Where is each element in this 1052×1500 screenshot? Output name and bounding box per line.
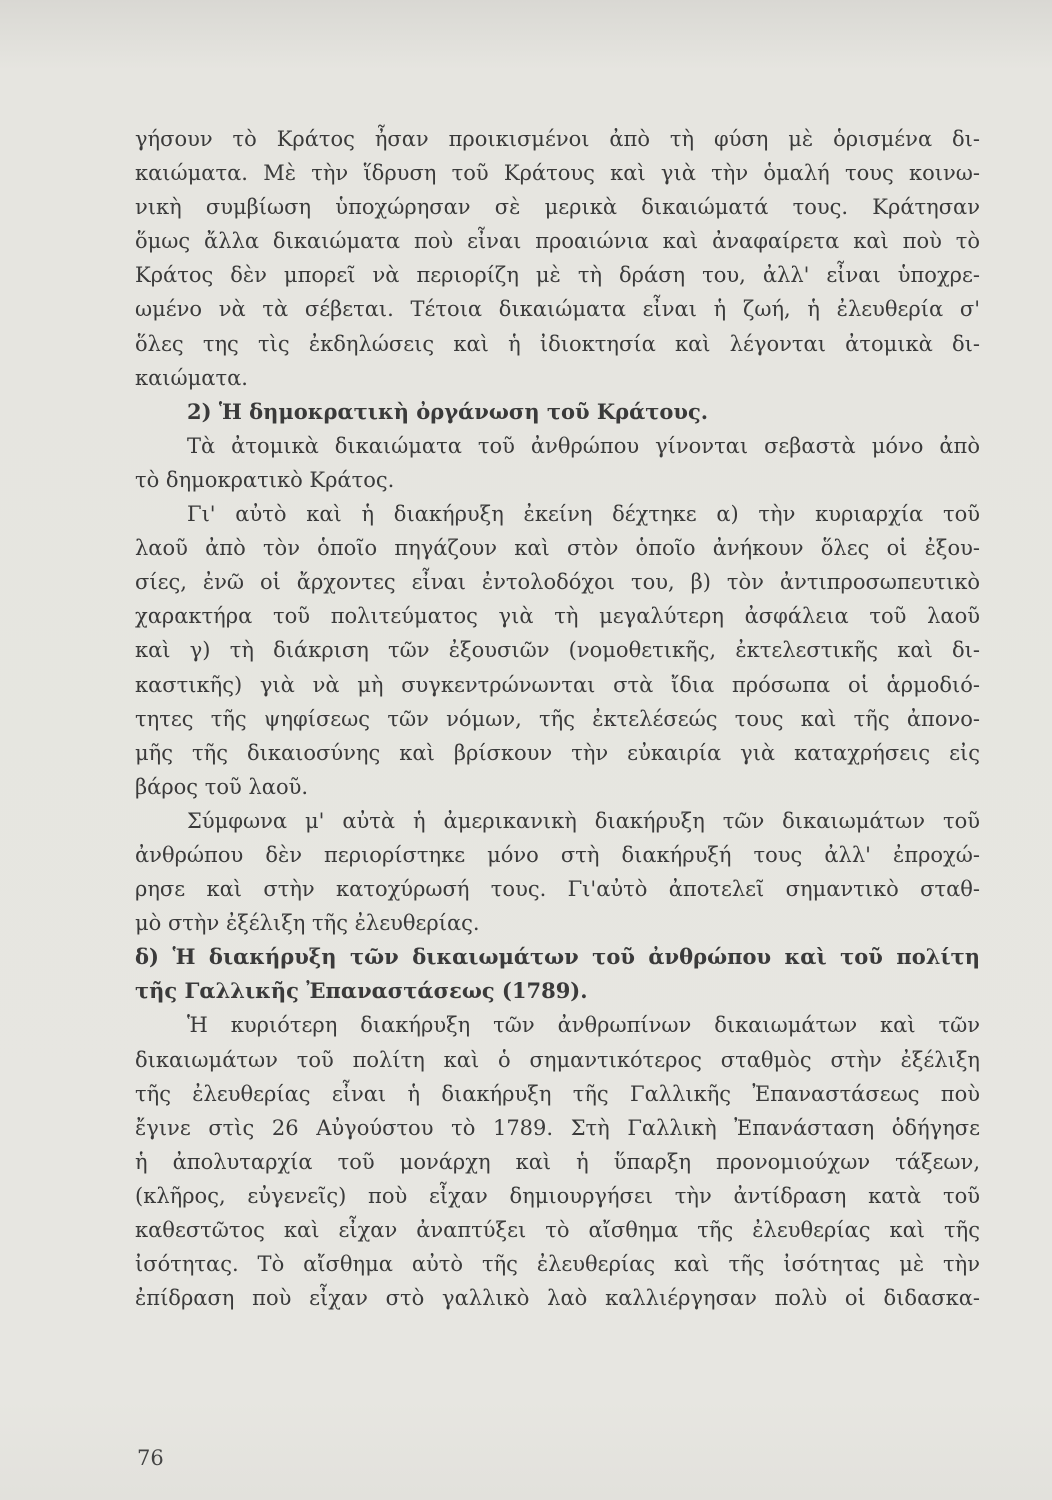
text-line: δικαιωμάτων τοῦ πολίτη καὶ ὁ σημαντικότερος σταθμὸς στὴν ἐξέλιξη: [135, 1047, 980, 1072]
text-line: Γι' αὐτὸ καὶ ἡ διακήρυξη ἐκείνη δέχτηκε α) τὴν κυριαρχία τοῦ: [187, 502, 980, 527]
text-line: καιώματα.: [135, 365, 248, 390]
text-line: καὶ γ) τὴ διάκριση τῶν ἐξουσιῶν (νομοθετικῆς, ἐκτελεστικῆς καὶ δι-: [135, 638, 980, 663]
text-line: τῆς ἐλευθερίας εἶναι ἡ διακήρυξη τῆς Γαλλικῆς Ἐπαναστάσεως ποὺ: [135, 1081, 980, 1106]
text-line: νικὴ συμβίωση ὑποχώρησαν σὲ μερικὰ δικαιώματά τους. Κράτησαν: [135, 195, 980, 220]
text-line: Ἡ κυριότερη διακήρυξη τῶν ἀνθρωπίνων δικαιωμάτων καὶ τῶν: [187, 1013, 980, 1038]
text-line: τὸ δημοκρατικὸ Κράτος.: [135, 467, 395, 492]
text-line: Τὰ ἀτομικὰ δικαιώματα τοῦ ἀνθρώπου γίνονται σεβαστὰ μόνο ἀπὸ: [187, 433, 980, 458]
text-line: ὅμως ἄλλα δικαιώματα ποὺ εἶναι προαιώνια καὶ ἀναφαίρετα καὶ ποὺ τὸ: [135, 229, 980, 254]
text-line: τητες τῆς ψηφίσεως τῶν νόμων, τῆς ἐκτελέσεώς τους καὶ τῆς ἀπονο-: [135, 706, 980, 731]
section-heading: δ) Ἡ διακήρυξη τῶν δικαιωμάτων τοῦ ἀνθρώπου καὶ τοῦ πολίτη: [135, 944, 980, 970]
text-line: σίες, ἐνῶ οἱ ἄρχοντες εἶναι ἐντολοδόχοι του, β) τὸν ἀντιπροσωπευτικὸ: [135, 570, 980, 595]
text-line: βάρος τοῦ λαοῦ.: [135, 774, 309, 799]
text-line: Κράτος δὲν μπορεῖ νὰ περιορίζη μὲ τὴ δράση του, ἀλλ' εἶναι ὑποχρε-: [135, 263, 980, 288]
text-line: μῆς τῆς δικαιοσύνης καὶ βρίσκουν τὴν εὐκαιρία γιὰ καταχρήσεις εἰς: [135, 740, 980, 765]
text-line: ρησε καὶ στὴν κατοχύρωσή τους. Γι'αὐτὸ ἀποτελεῖ σημαντικὸ σταθ-: [135, 877, 980, 902]
text-line: λαοῦ ἀπὸ τὸν ὁποῖο πηγάζουν καὶ στὸν ὁποῖο ἀνήκουν ὅλες οἱ ἐξου-: [135, 536, 980, 561]
text-line: μὸ στὴν ἐξέλιξη τῆς ἐλευθερίας.: [135, 911, 480, 936]
section-heading: 2) Ἡ δημοκρατικὴ ὀργάνωση τοῦ Κράτους.: [187, 398, 709, 424]
body-text: [135, 122, 980, 1315]
text-line: (κλῆρος, εὐγενεῖς) ποὺ εἶχαν δημιουργήσει τὴν ἀντίδραση κατὰ τοῦ: [135, 1183, 980, 1208]
page-number: 76: [137, 1446, 164, 1470]
text-line: χαρακτήρα τοῦ πολιτεύματος γιὰ τὴ μεγαλύτερη ἀσφάλεια τοῦ λαοῦ: [135, 604, 980, 629]
text-line: ἔγινε στὶς 26 Αὐγούστου τὸ 1789. Στὴ Γαλλικὴ Ἐπανάσταση ὁδήγησε: [135, 1115, 980, 1140]
text-line: ὅλες της τὶς ἐκδηλώσεις καὶ ἡ ἰδιοκτησία καὶ λέγονται ἀτομικὰ δι-: [135, 331, 980, 356]
text-line: γήσουν τὸ Κράτος ἦσαν προικισμένοι ἀπὸ τὴ φύση μὲ ὁρισμένα δι-: [135, 127, 980, 151]
text-line: Σύμφωνα μ' αὐτὰ ἡ ἀμερικανικὴ διακήρυξη τῶν δικαιωμάτων τοῦ: [187, 808, 980, 833]
text-line: καθεστῶτος καὶ εἶχαν ἀναπτύξει τὸ αἴσθημα τῆς ἐλευθερίας καὶ τῆς: [135, 1218, 980, 1242]
section-heading: τῆς Γαλλικῆς Ἐπαναστάσεως (1789).: [135, 978, 588, 1004]
text-line: καστικῆς) γιὰ νὰ μὴ συγκεντρώνωνται στὰ ἴδια πρόσωπα οἱ ἁρμοδιό-: [135, 672, 980, 697]
text-line: καιώματα. Μὲ τὴν ἵδρυση τοῦ Κράτους καὶ γιὰ τὴν ὁμαλή τους κοινω-: [135, 161, 980, 186]
text-line: ἡ ἀπολυταρχία τοῦ μονάρχη καὶ ἡ ὕπαρξη προνομιούχων τάξεων,: [135, 1149, 980, 1174]
text-line: ἀνθρώπου δὲν περιορίστηκε μόνο στὴ διακήρυξή τους ἀλλ' ἐπροχώ-: [135, 842, 980, 867]
text-line: ἰσότητας. Τὸ αἴσθημα αὐτὸ τῆς ἐλευθερίας καὶ τῆς ἰσότητας μὲ τὴν: [135, 1252, 980, 1277]
text-line: ωμένο νὰ τὰ σέβεται. Τέτοια δικαιώματα εἶναι ἡ ζωή, ἡ ἐλευθερία σ': [135, 297, 980, 322]
text-line: ἐπίδραση ποὺ εἶχαν στὸ γαλλικὸ λαὸ καλλιέργησαν πολὺ οἱ διδασκα-: [135, 1286, 980, 1311]
